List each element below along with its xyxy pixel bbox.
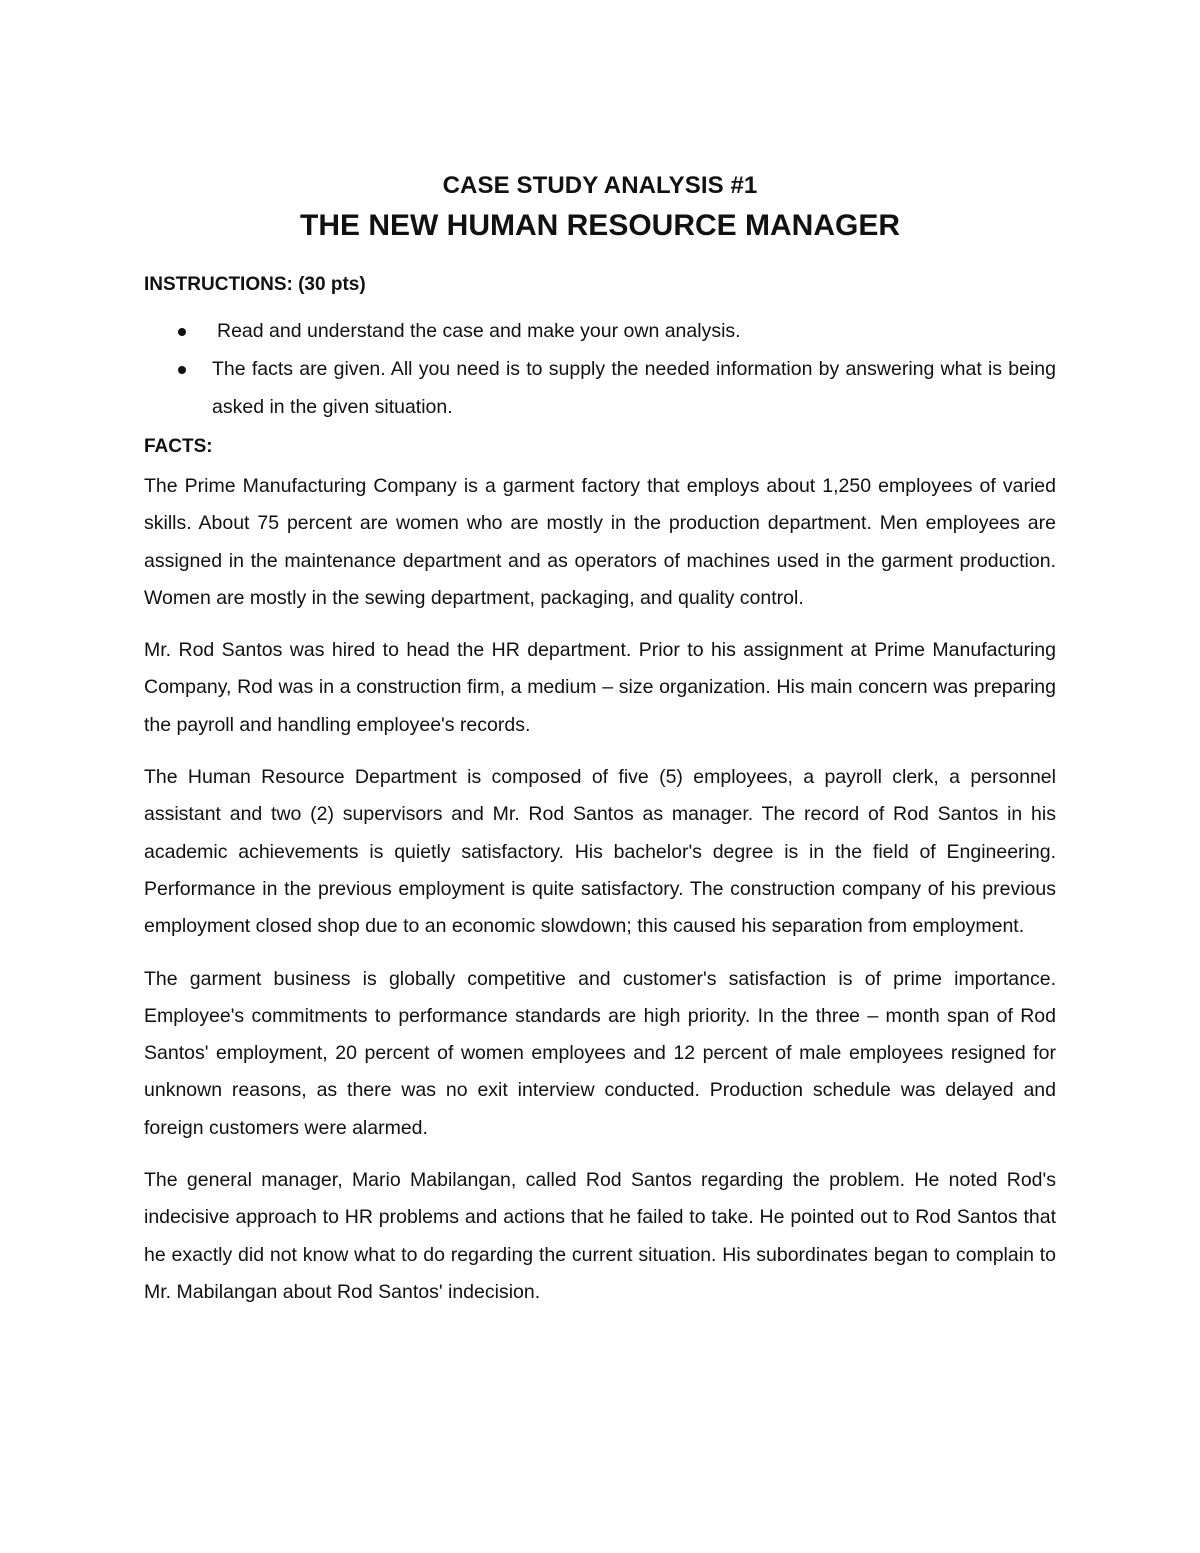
case-study-subtitle: THE NEW HUMAN RESOURCE MANAGER xyxy=(300,209,900,242)
facts-paragraph: The Prime Manufacturing Company is a garment factory that employs about 1,250 employees of varied skills. About 75 percent are women who are mostly in the production department. Men employees are assigned in the maintenance department and as operators of machines used in the garment production. Women are mostly in the sewing department, packaging, and quality control. xyxy=(144,475,1056,609)
instruction-text: Read and understand the case and make your own analysis. xyxy=(217,320,741,342)
bullet-icon xyxy=(178,328,186,336)
facts-paragraph: The general manager, Mario Mabilangan, called Rod Santos regarding the problem. He noted Rod's indecisive approach to HR problems and actions that he failed to take. He pointed out to Rod Santos that he exactly did not know what to do regarding the current situation. His subordinates began to complain to Mr. Mabilangan about Rod Santos' indecision. xyxy=(144,1169,1056,1303)
case-study-title: CASE STUDY ANALYSIS #1 xyxy=(442,172,758,199)
instructions-list xyxy=(144,312,1056,426)
facts-paragraph: The Human Resource Department is composed of five (5) employees, a payroll clerk, a personnel assistant and two (2) supervisors and Mr. Rod Santos as manager. The record of Rod Santos in his academic achievements is quietly satisfactory. His bachelor's degree is in the field of Engineering. Performance in the previous employment is quite satisfactory. The construction company of his previous employment closed shop due to an economic slowdown; this caused his separation from employment. xyxy=(144,766,1056,938)
instruction-text: The facts are given. All you need is to supply the needed information by answering what is being asked in the given situation. xyxy=(212,358,1056,418)
list-item xyxy=(144,350,1056,426)
facts-paragraph: Mr. Rod Santos was hired to head the HR department. Prior to his assignment at Prime Manufacturing Company, Rod was in a construction firm, a medium – size organization. His main concern was preparing the payroll and handling employee's records. xyxy=(144,639,1056,736)
document-page xyxy=(144,168,1056,1326)
facts-paragraph: The garment business is globally competitive and customer's satisfaction is of prime importance. Employee's commitments to performance standards are high priority. In the three – month span of Rod Santos' employment, 20 percent of women employees and 12 percent of male employees resigned for unknown reasons, as there was no exit interview conducted. Production schedule was delayed and foreign customers were alarmed. xyxy=(144,967,1056,1139)
bullet-icon xyxy=(178,366,186,374)
facts-heading: FACTS: xyxy=(144,436,213,457)
list-item xyxy=(144,312,1056,350)
instructions-heading: INSTRUCTIONS: (30 pts) xyxy=(144,274,366,295)
